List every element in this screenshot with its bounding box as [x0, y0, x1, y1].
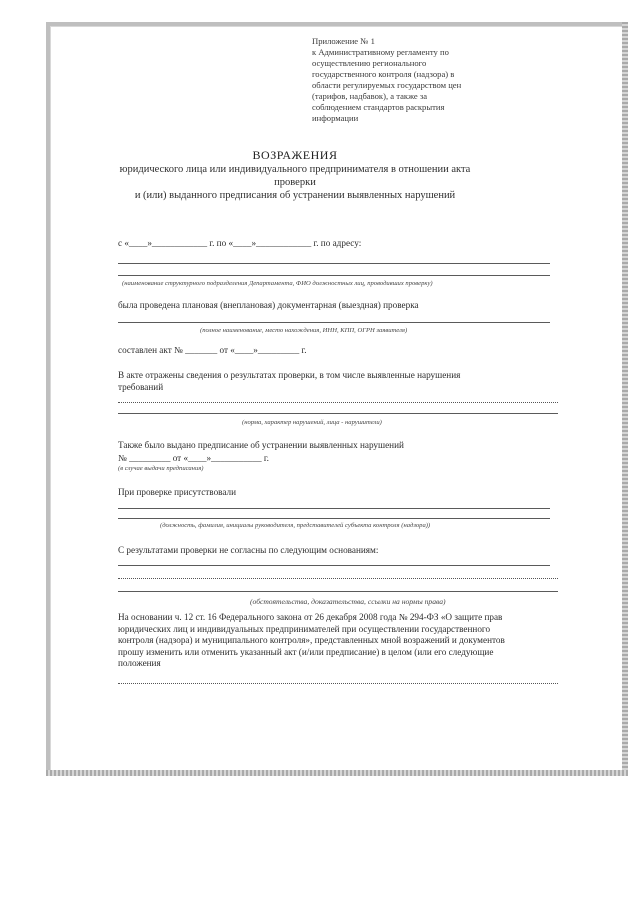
caption-violations: (норма, характер нарушений, лица - нарушители) [242, 419, 382, 426]
grounds-rule-1 [118, 565, 550, 566]
order-number-line[interactable]: № _________ от «____»___________ г. [118, 453, 269, 463]
appendix-line: к Административному регламенту по [312, 47, 449, 57]
period-line[interactable]: с «____»____________ г. по «____»____________ г. по адресу: [118, 238, 362, 248]
present-rule-2 [118, 518, 550, 519]
title-line-1: юридического лица или индивидуального предпринимателя в отношении акта [119, 164, 471, 175]
address-rule-2 [118, 275, 550, 276]
disagree-line: С результатами проверки не согласны по следующим основаниям: [118, 545, 379, 555]
provisions-rule [118, 683, 558, 684]
violations-rule-2 [118, 413, 558, 414]
appendix-line: области регулируемых государством цен [312, 80, 462, 90]
caption-grounds: (обстоятельства, доказательства, ссылки на нормы права) [250, 597, 446, 606]
title-line-3: и (или) выданного предписания об устранении выявленных нарушений [134, 190, 456, 201]
title-main: ВОЗРАЖЕНИЯ [252, 148, 338, 162]
address-rule-1 [118, 263, 550, 264]
appendix-line: (тарифов, надбавок), а также за [312, 91, 428, 101]
title-line-2: проверки [274, 177, 316, 188]
appendix-line: осуществлению регионального [312, 58, 427, 68]
reflected-line-2: требований [118, 382, 164, 392]
appendix-line: информации [312, 113, 359, 123]
caption-present: (должность, фамилия, инициалы руководителя, представителей субъекта контроля (надзора)) [160, 522, 431, 529]
caption-entity: (полное наименование, место нахождения, ИНН, КПП, ОГРН заявителя) [200, 327, 408, 334]
grounds-rule-3 [118, 591, 558, 592]
final-paragraph [118, 612, 558, 670]
grounds-rule-2 [118, 578, 558, 579]
appendix-line: Приложение № 1 [312, 36, 375, 46]
inspection-line: была проведена плановая (внеплановая) документарная (выездная) проверка [118, 300, 419, 310]
final-line: юридических лиц и индивидуальных предпринимателей при осуществлении государственного [118, 623, 491, 634]
caption-order: (в случае выдачи предписания) [118, 465, 204, 472]
appendix-line: государственного контроля (надзора) в [312, 69, 455, 79]
present-line: При проверке присутствовали [118, 487, 237, 497]
appendix-note [312, 36, 512, 124]
final-line: положения [118, 658, 161, 669]
violations-rule-1 [118, 402, 558, 403]
reflected-line-1: В акте отражены сведения о результатах проверки, в том числе выявленные нарушения [118, 370, 461, 380]
order-line: Также было выдано предписание об устранении выявленных нарушений [118, 440, 404, 450]
present-rule-1 [118, 508, 550, 509]
act-line[interactable]: составлен акт № _______ от «____»_________ г. [118, 345, 307, 355]
caption-department: (наименование структурного подразделения Департамента, ФИО должностных лиц, проводивших проверку) [122, 280, 433, 287]
document-title [60, 148, 530, 202]
final-line: контроля (надзора) и муниципального контроля», представленных мной возражений и документов [118, 635, 505, 646]
entity-rule [118, 322, 550, 323]
final-line: прошу изменить или отменить указанный акт (и/или предписание) в целом (или его следующие [118, 646, 494, 657]
appendix-line: соблюдением стандартов раскрытия [312, 102, 445, 112]
final-line: На основании ч. 12 ст. 16 Федерального закона от 26 декабря 2008 года № 294-ФЗ «О защите прав [118, 612, 503, 622]
